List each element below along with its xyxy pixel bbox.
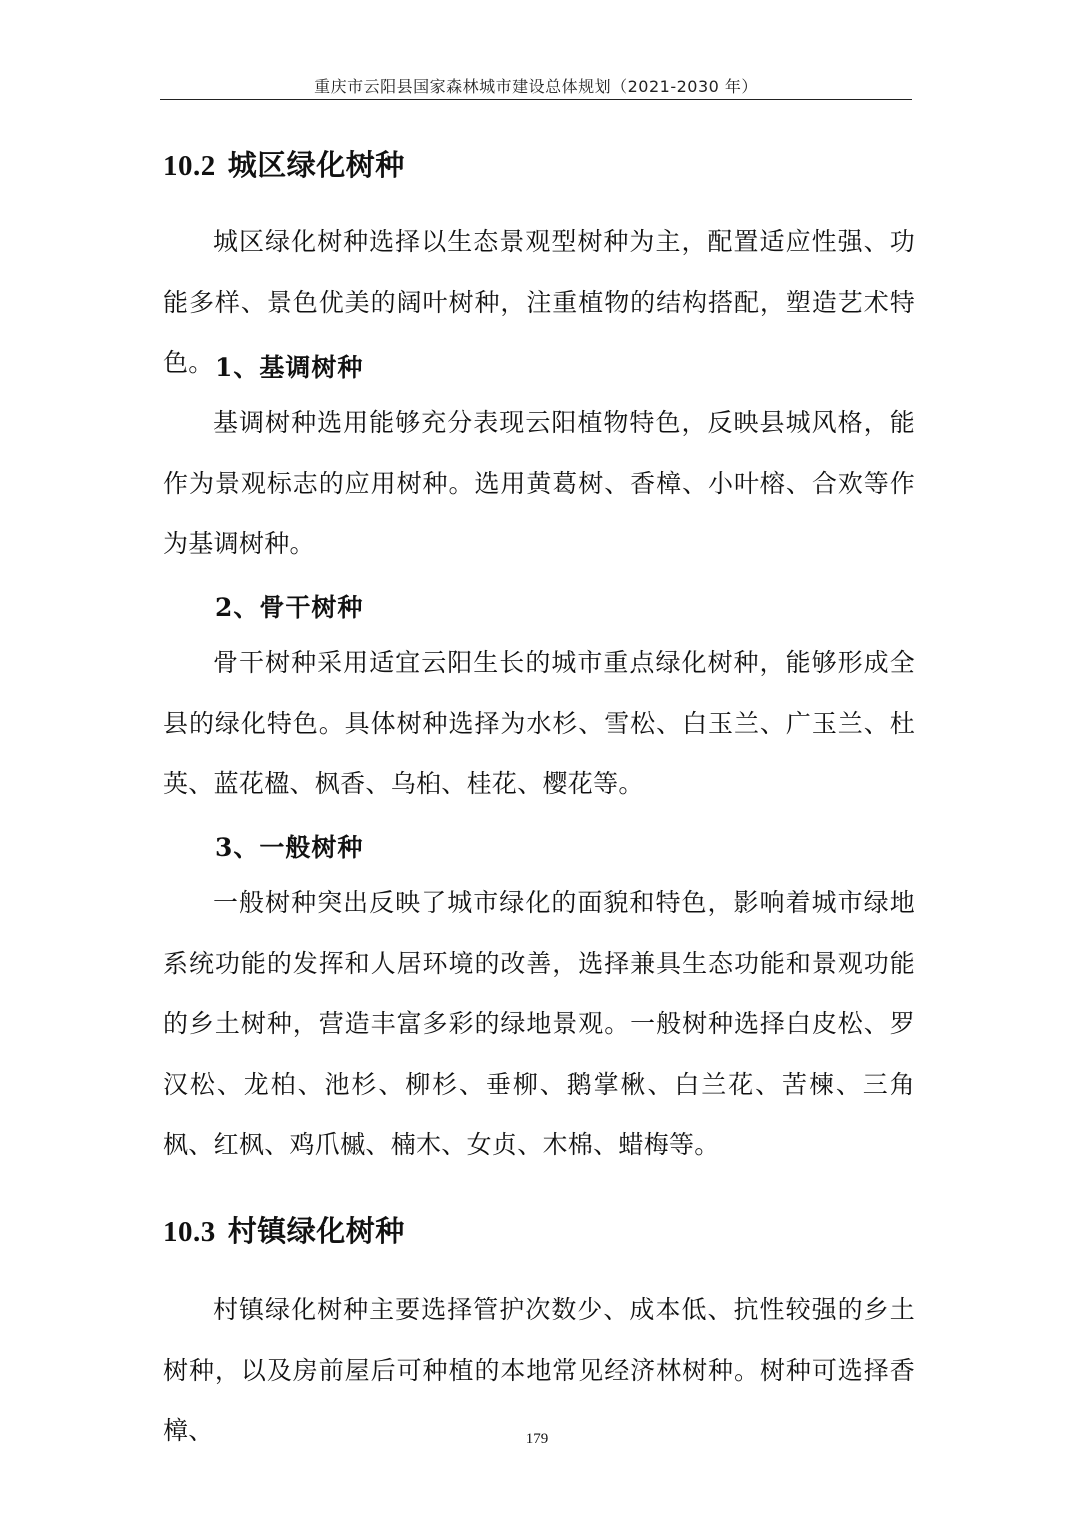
page-number: 179 xyxy=(525,1431,549,1447)
paragraph-intro: 城区绿化树种选择以生态景观型树种为主，配置适应性强、功能多样、景色优美的阔叶树种，注重植物的结构搭配，塑造艺术特色。 xyxy=(163,227,915,377)
paragraph-general-species: 一般树种突出反映了城市绿化的面貌和特色，影响着城市绿地系统功能的发挥和人居环境的改善，选择兼具生态功能和景观功能的乡土树种，营造丰富多彩的绿地景观。一般树种选择白皮松、罗汉松、龙柏、池杉、柳杉、垂柳、鹅掌楸、白兰花、苦楝、三角枫、红枫、鸡爪槭、楠木、女贞、木棉、蜡梅等。 xyxy=(163,888,915,1159)
paragraph-backbone-species: 骨干树种采用适宜云阳生长的城市重点绿化树种，能够形成全县的绿化特色。具体树种选择为水杉、雪松、白玉兰、广玉兰、杜英、蓝花楹、枫香、乌桕、桂花、樱花等。 xyxy=(163,648,915,798)
section-title: 城区绿化树种 xyxy=(227,148,405,182)
section-heading-10-3 xyxy=(163,1209,405,1250)
header-divider xyxy=(160,99,912,100)
paragraph-base-species: 基调树种选用能够充分表现云阳植物特色，反映县城风格，能作为景观标志的应用树种。选用黄葛树、香樟、小叶榕、合欢等作为基调树种。 xyxy=(163,408,915,558)
subheading-general-species: 3、一般树种 xyxy=(215,833,364,862)
section-title: 村镇绿化树种 xyxy=(227,1214,405,1248)
subheading-base-species: 1、基调树种 xyxy=(215,353,364,382)
section-number: 10.3 xyxy=(163,1216,216,1248)
section-number: 10.2 xyxy=(163,150,216,182)
section-heading-10-2 xyxy=(163,143,405,184)
subheading-backbone-species: 2、骨干树种 xyxy=(215,593,364,622)
running-header: 重庆市云阳县国家森林城市建设总体规划（2021-2030 年） xyxy=(314,77,758,96)
paragraph-village-species: 村镇绿化树种主要选择管护次数少、成本低、抗性较强的乡土树种，以及房前屋后可种植的本地常见经济林树种。树种可选择香樟、 xyxy=(163,1295,915,1445)
